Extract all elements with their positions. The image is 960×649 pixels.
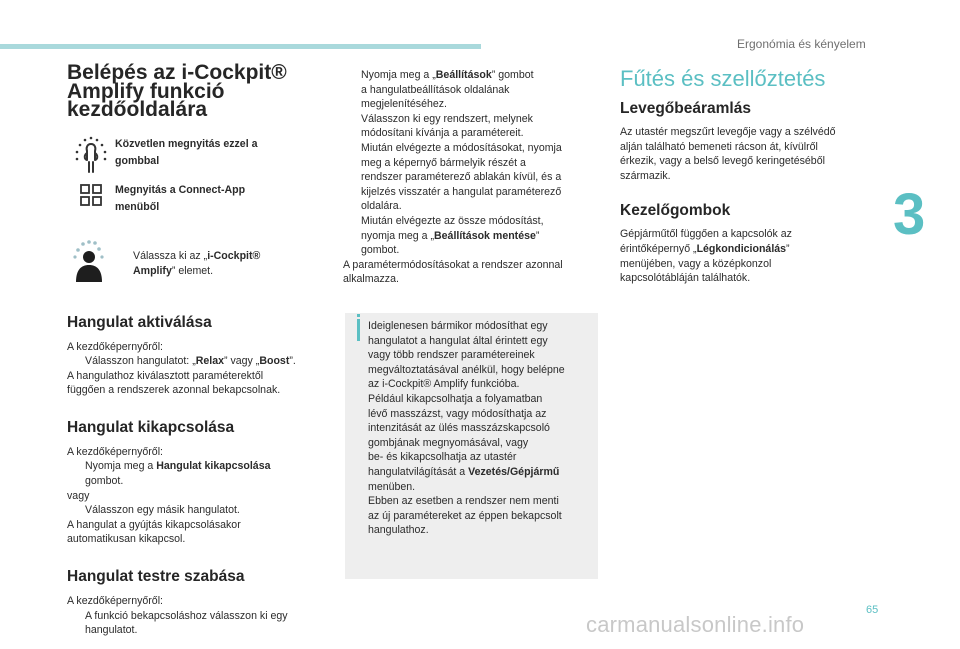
header-accent-bar — [0, 44, 481, 49]
activate-text: A kezdőképernyőről: Válasszon hangulatot: „Relax” vagy „Boost”. A hangulathoz kiválasztott paraméterektől függően a rendszerek azonnal bekapcsolnak. — [67, 340, 296, 397]
customize-text: A kezdőképernyőről: A funkció bekapcsoláshoz válasszon ki egy hangulatot. — [67, 595, 288, 637]
icon-item-select — [67, 240, 329, 290]
controls-text: Gépjárműtől függően a kapcsolók az érintőképernyő „Légkondicionálás” menüjében, vagy a középkonzol kapcsolótábláján találhatók. — [620, 228, 792, 285]
person-item-text: Válassza ki az „i-Cockpit® Amplify” elemet. — [133, 249, 261, 277]
info-text: Ideiglenesen bármikor módosíthat egy hangulatot a hangulat által érintett egy vagy több rendszer paramétereinek megváltoztatásával anélkül, hogy belépne az i-Cockpit® Amplify funkcióba. Például kikapcsolhatja a folyamatban lévő masszázst, vagy módosíthatja az intenzitását az ülés masszázskapcsoló gombjának megnyomásával, vagy be- és kikapcsolhatja az utastér hangulatvilágítását a Vezetés/Gépjármű menüben. Ebben az esetben a rendszer nem menti az új paramétereket az éppen bekapcsolt hangulathoz. — [368, 320, 565, 537]
column-middle — [343, 68, 599, 287]
chapter-number: 3 — [893, 182, 926, 247]
heading-airflow: Levegőbeáramlás — [620, 100, 751, 117]
heading-deactivate: Hangulat kikapcsolása — [67, 418, 235, 436]
page-number: 65 — [866, 604, 879, 616]
deactivate-text: A kezdőképernyőről: Nyomja meg a Hangulat kikapcsolása gombot. vagy Válasszon egy másik hangulatot. A hangulat a gyújtás kikapcsolásakor automatikusan kikapcsol. — [67, 445, 271, 546]
icon-item-direct-label: Közvetlen megnyitás ezzel a gombbal — [115, 137, 258, 167]
icon-item-connect-app-label: Megnyitás a Connect-App menüből — [115, 183, 246, 213]
heading-controls: Kezelőgombok — [620, 202, 731, 220]
section-title: Ergonómia és kényelem — [737, 37, 866, 51]
watermark: carmanualsonline.info — [586, 612, 805, 637]
column-right — [620, 66, 875, 286]
apply-note: A paramétermódosításokat a rendszer azonnal alkalmazza. — [343, 258, 563, 286]
page-title: Belépés az i-Cockpit® Amplify funkció kezdőoldalára — [67, 61, 287, 121]
heading-activate: Hangulat aktiválása — [67, 313, 212, 331]
heating-title: Fűtés és szellőztetés — [620, 66, 826, 91]
voice-gesture-icon — [67, 136, 115, 176]
step-select-system: Válasszon ki egy rendszert, melynek módosítani kívánja a paramétereit. — [361, 112, 533, 140]
person-icon — [67, 240, 115, 290]
step-modify: Miután elvégezte a módosításokat, nyomja meg a képernyő bármelyik részét a rendszer paraméterező ablakán kívül, és a kijelzés visszatér a hangulat paraméterező oldalára. — [361, 141, 562, 213]
step-save: Miután elvégezte az össze módosítást, nyomja meg a „Beállítások mentése” gombot. — [361, 214, 544, 257]
icon-item-direct — [67, 136, 329, 176]
column-left — [67, 61, 329, 638]
info-box — [345, 313, 598, 579]
step-settings: Nyomja meg a „Beállítások” gombot a hangulatbeállítások oldalának megjelenítéséhez. — [361, 69, 534, 111]
app-grid-icon — [67, 182, 115, 222]
info-icon — [357, 319, 360, 341]
heading-customize: Hangulat testre szabása — [67, 568, 245, 586]
info-icon-dot — [357, 314, 360, 317]
airflow-text: Az utastér megszűrt levegője vagy a szélvédő alján található bemeneti rácson át, kívülről érkezik, vagy a belső levegő keringetéséből származik. — [620, 126, 836, 182]
icon-item-connect-app — [67, 182, 329, 222]
